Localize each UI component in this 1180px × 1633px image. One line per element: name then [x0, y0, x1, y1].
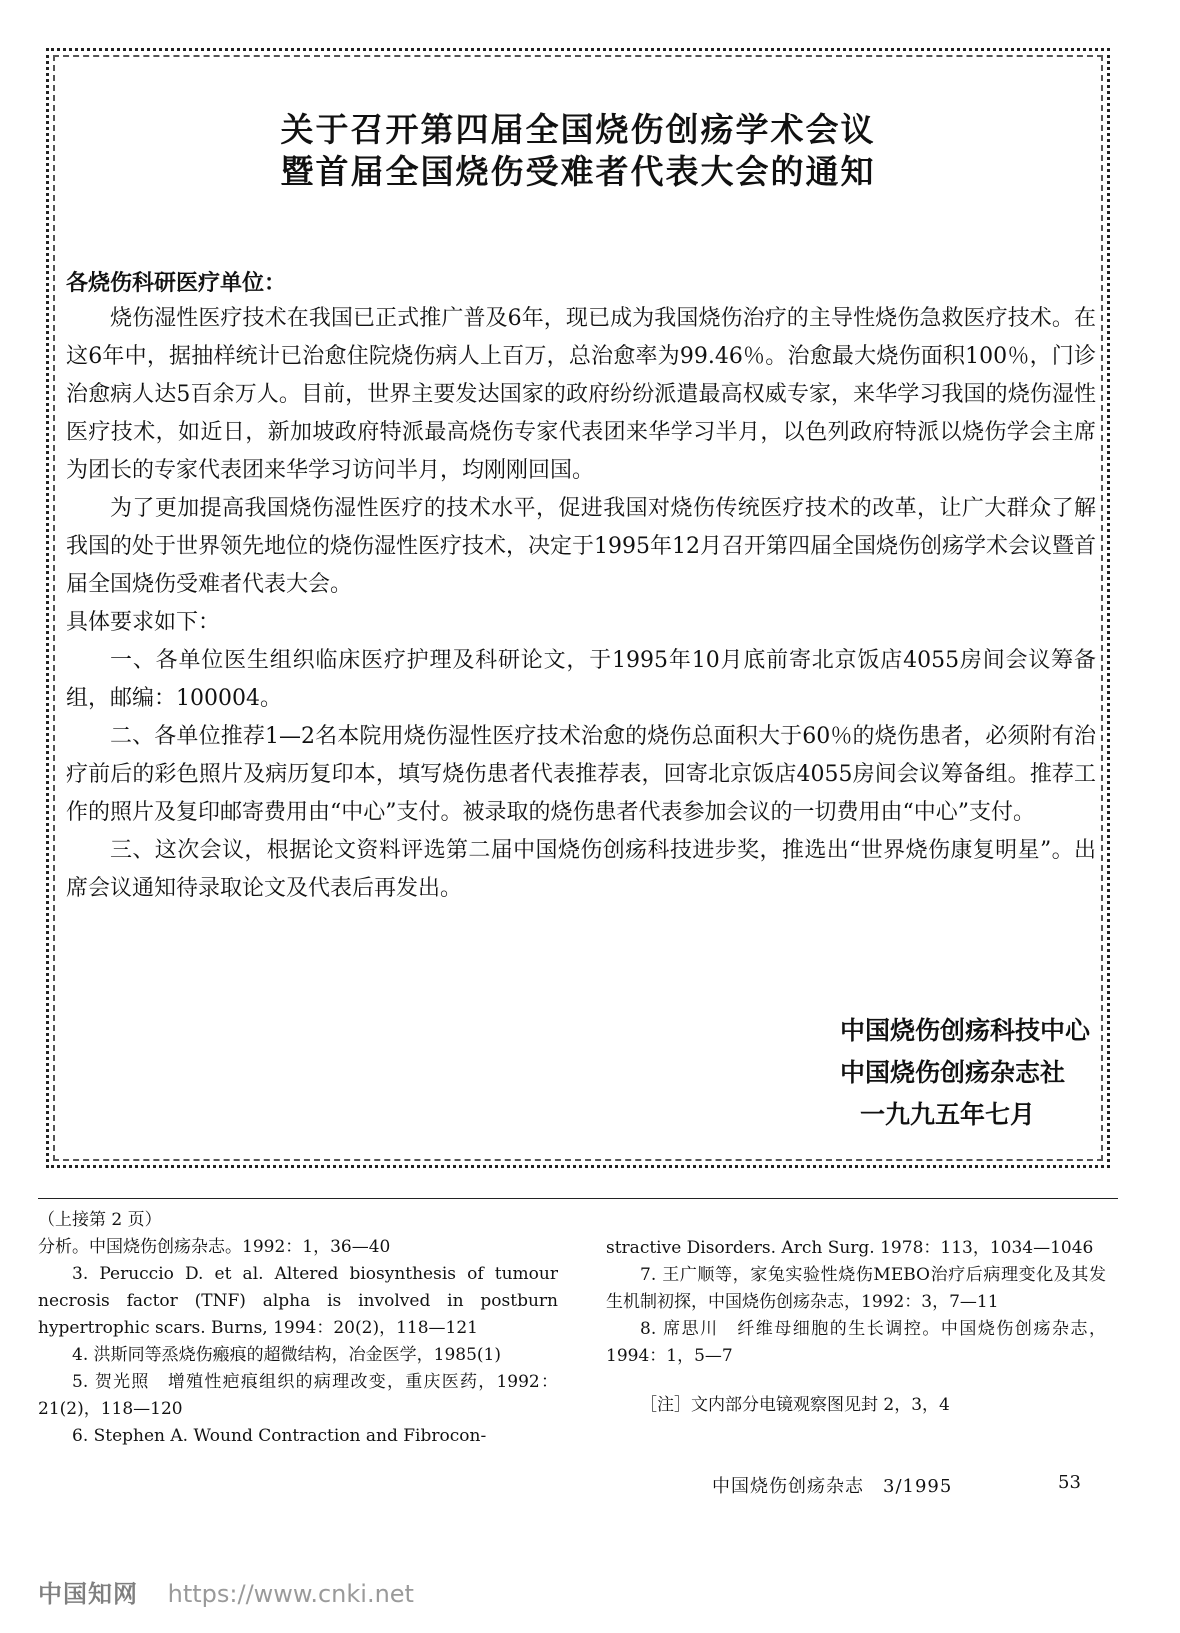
reference-item: stractive Disorders. Arch Surg. 1978：113，1034—1046 — [606, 1238, 1094, 1258]
reference-item: 7. 王广顺等，家兔实验性烧伤MEBO治疗后病理变化及其发生机制初探，中国烧伤创疡杂志，1992：3，7—11 — [606, 1265, 1106, 1312]
reference-item: 8. 席思川 纤维母细胞的生长调控。中国烧伤创疡杂志，1994：1，5—7 — [606, 1319, 1106, 1366]
references-right-column — [606, 1235, 1106, 1419]
cnki-watermark — [38, 1574, 414, 1609]
references-left-column — [38, 1207, 558, 1450]
signature-date: 一九九五年七月 — [859, 1100, 1035, 1129]
page-number: 53 — [1058, 1472, 1081, 1493]
section-divider — [38, 1198, 1118, 1199]
reference-item: 4. 洪斯同等烝烧伤瘢痕的超微结构，冶金医学，1985(1) — [72, 1345, 501, 1365]
cnki-logo: 中国知网 — [38, 1580, 138, 1608]
signature-block — [840, 1010, 1090, 1136]
salutation: 各烧伤科研医疗单位： — [66, 271, 287, 296]
footer-journal-issue: 中国烧伤创疡杂志 3/1995 — [712, 1476, 953, 1497]
notice-body — [66, 300, 1096, 908]
cnki-url: https://www.cnki.net — [167, 1580, 414, 1608]
notice-title-line1: 关于召开第四届全国烧伤创疡学术会议 — [280, 110, 876, 149]
signature-org-1: 中国烧伤创疡科技中心 — [839, 1016, 1090, 1045]
notice-title-line2: 暨首届全国烧伤受难者代表大会的通知 — [280, 152, 876, 191]
paragraph-requirement-1: 一、各单位医生组织临床医疗护理及科研论文，于1995年10月底前寄北京饭店4055房间会议筹备组，邮编：100004。 — [66, 648, 1096, 711]
reference-item: 6. Stephen A. Wound Contraction and Fibrocon- — [72, 1426, 487, 1446]
paragraph-requirements-heading: 具体要求如下： — [66, 610, 221, 635]
reference-item: 分析。中国烧伤创疡杂志。1992：1，36—40 — [38, 1237, 391, 1257]
continued-label: （上接第 2 页） — [38, 1210, 162, 1230]
reference-item: 5. 贺光照 增殖性疤痕组织的病理改变，重庆医药，1992：21(2)，118—120 — [38, 1372, 558, 1419]
paragraph-requirement-3: 三、这次会议，根据论文资料评选第二届中国烧伤创疡科技进步奖，推选出“世界烧伤康复明星”。出席会议通知待录取论文及代表后再发出。 — [66, 838, 1096, 901]
paragraph-intro: 烧伤湿性医疗技术在我国已正式推广普及6年，现已成为我国烧伤治疗的主导性烧伤急救医疗技术。在这6年中，据抽样统计已治愈住院烧伤病人上百万，总治愈率为99.46％。治愈最大烧伤面积100％，门诊治愈病人达5百余万人。目前，世界主要发达国家的政府纷纷派遣最高权威专家，来华学习我国的烧伤湿性医疗技术，如近日，新加坡政府特派最高烧伤专家代表团来华学习半月，以色列政府特派以烧伤学会主席为团长的专家代表团来华学习访问半月，均刚刚回国。 — [66, 306, 1096, 483]
paragraph-requirement-2: 二、各单位推荐1—2名本院用烧伤湿性医疗技术治愈的烧伤总面积大于60％的烧伤患者，必须附有治疗前后的彩色照片及病历复印本，填写烧伤患者代表推荐表，回寄北京饭店4055房间会议筹备组。推荐工作的照片及复印邮寄费用由“中心”支付。被录取的烧伤患者代表参加会议的一切费用由“中心”支付。 — [66, 724, 1096, 825]
paragraph-decision: 为了更加提高我国烧伤湿性医疗的技术水平，促进我国对烧伤传统医疗技术的改革，让广大群众了解我国的处于世界领先地位的烧伤湿性医疗技术，决定于1995年12月召开第四届全国烧伤创疡学术会议暨首届全国烧伤受难者代表大会。 — [66, 496, 1096, 597]
signature-org-2: 中国烧伤创疡杂志社 — [839, 1058, 1065, 1087]
figure-note: ［注］文内部分电镜观察图见封 2，3，4 — [640, 1395, 950, 1415]
reference-item: 3. Peruccio D. et al. Altered biosynthesis of tumour necrosis factor (TNF) alpha is involved in postburn hypertrophic scars. Burns, 1994：20(2)，118—121 — [38, 1264, 558, 1338]
